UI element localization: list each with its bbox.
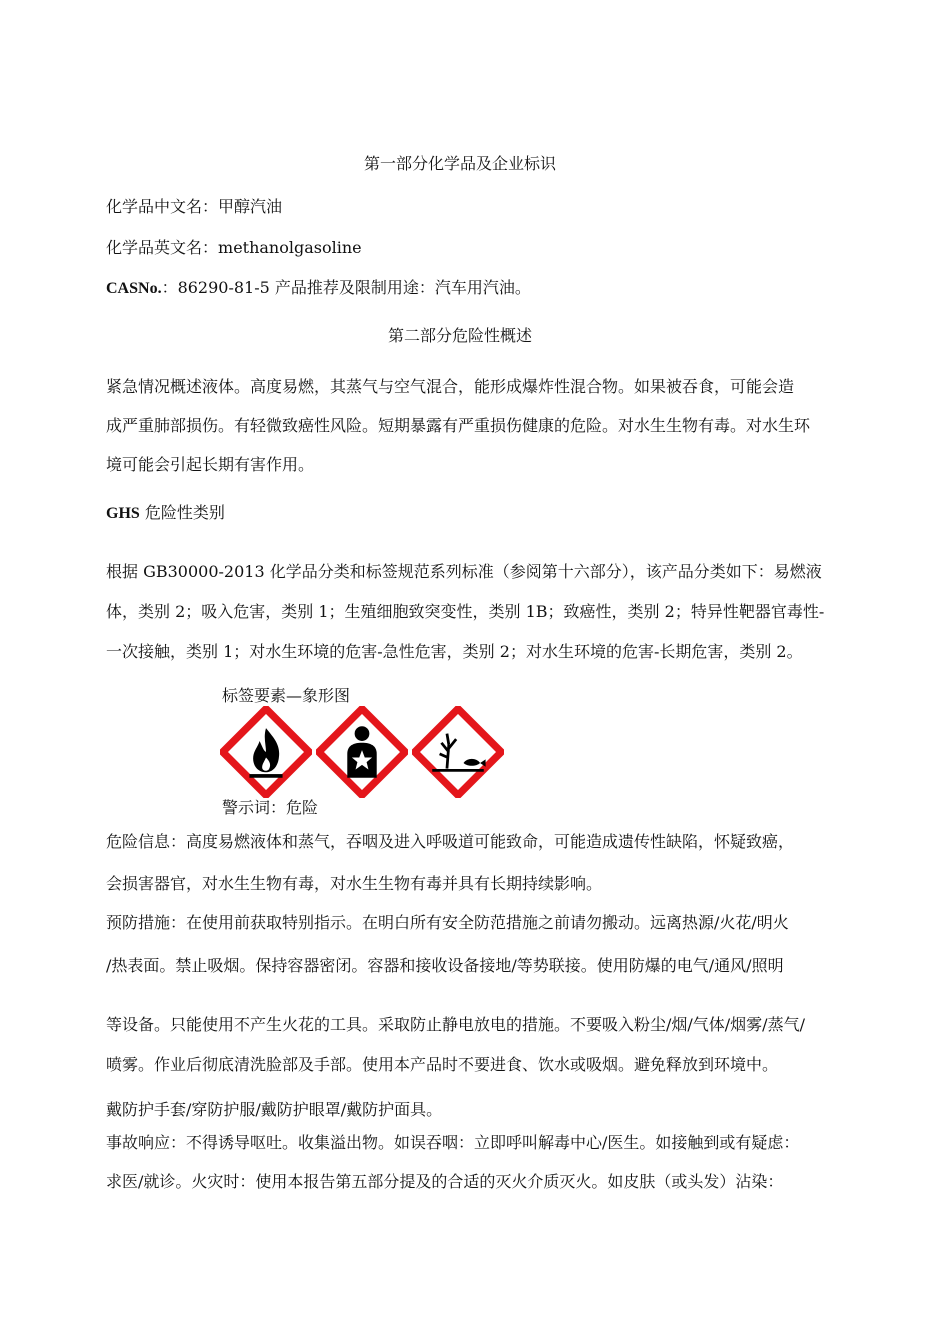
classification-line: 根据 GB30000-2013 化学品分类和标签规范系列标准（参阅第十六部分），该产品分类如下：易燃液 [106, 562, 822, 581]
emergency-line: 境可能会引起长期有害作用。 [106, 455, 315, 474]
cas-number [106, 278, 531, 299]
part2-title: 第二部分危险性概述 [387, 326, 532, 345]
classification-line: 体，类别 2；吸入危害，类别 1；生殖细胞致突变性，类别 1B；致癌性，类别 2；特异性靶器官毒性- [106, 602, 825, 621]
cas-value: ：86290-81-5 产品推荐及限制用途：汽车用汽油。 [161, 278, 531, 297]
chemical-en-name [106, 238, 362, 258]
classification-line: 一次接触，类别 1；对水生环境的危害-急性危害，类别 2；对水生环境的危害-长期危害，类别 2。 [106, 642, 803, 661]
emergency-line: 紧急情况概述液体。高度易燃，其蒸气与空气混合，能形成爆炸性混合物。如果被吞食，可能会造 [106, 377, 795, 396]
health-hazard-icon [316, 706, 408, 798]
environment-icon [412, 706, 504, 798]
cn-name-label: 化学品中文名： [106, 197, 219, 216]
prevention-line: /热表面。禁止吸烟。保持容器密闭。容器和接收设备接地/等势联接。使用防爆的电气/通风/照明 [106, 956, 784, 975]
ghs-bold: GHS [106, 505, 140, 522]
flame-icon [220, 706, 312, 798]
cn-name-value: 甲醇汽油 [218, 197, 283, 216]
hazard-line: 会损害器官，对水生生物有毒，对水生生物有毒并具有长期持续影响。 [106, 874, 603, 893]
part1-title: 第一部分化学品及企业标识 [363, 154, 556, 173]
label-elements-heading: 标签要素—象形图 [222, 686, 351, 705]
response-line: 求医/就诊。火灾时：使用本报告第五部分提及的合适的灭火介质灭火。如皮肤（或头发）沾染： [106, 1172, 784, 1191]
chemical-cn-name [106, 197, 282, 217]
signal-word: 警示词：危险 [222, 798, 319, 817]
ghs-pictograms [220, 706, 510, 798]
prevention-line: 等设备。只能使用不产生火花的工具。采取防止静电放电的措施。不要吸入粉尘/烟/气体/烟雾/蒸气/ [106, 1015, 805, 1034]
emergency-line: 成严重肺部损伤。有轻微致癌性风险。短期暴露有严重损伤健康的危险。对水生生物有毒。对水生环 [106, 416, 811, 435]
en-name-value: methanolgasoline [218, 238, 362, 257]
response-line: 事故响应：不得诱导呕吐。收集溢出物。如误吞咽：立即呼叫解毒中心/医生。如接触到或有疑虑： [106, 1133, 800, 1152]
prevention-line: 预防措施：在使用前获取特别指示。在明白所有安全防范措施之前请勿搬动。远离热源/火花/明火 [106, 913, 789, 932]
prevention-line: 喷雾。作业后彻底清洗脸部及手部。使用本产品时不要进食、饮水或吸烟。避免释放到环境中。 [106, 1055, 779, 1074]
en-name-label: 化学品英文名： [106, 238, 219, 257]
prevention-line: 戴防护手套/穿防护服/戴防护眼罩/戴防护面具。 [106, 1100, 443, 1119]
cas-label: CASNo. [106, 280, 162, 297]
ghs-rest: 危险性类别 [139, 503, 225, 522]
ghs-heading [106, 503, 225, 524]
hazard-line: 危险信息：高度易燃液体和蒸气，吞咽及进入呼吸道可能致命，可能造成遗传性缺陷，怀疑致癌， [106, 832, 795, 851]
